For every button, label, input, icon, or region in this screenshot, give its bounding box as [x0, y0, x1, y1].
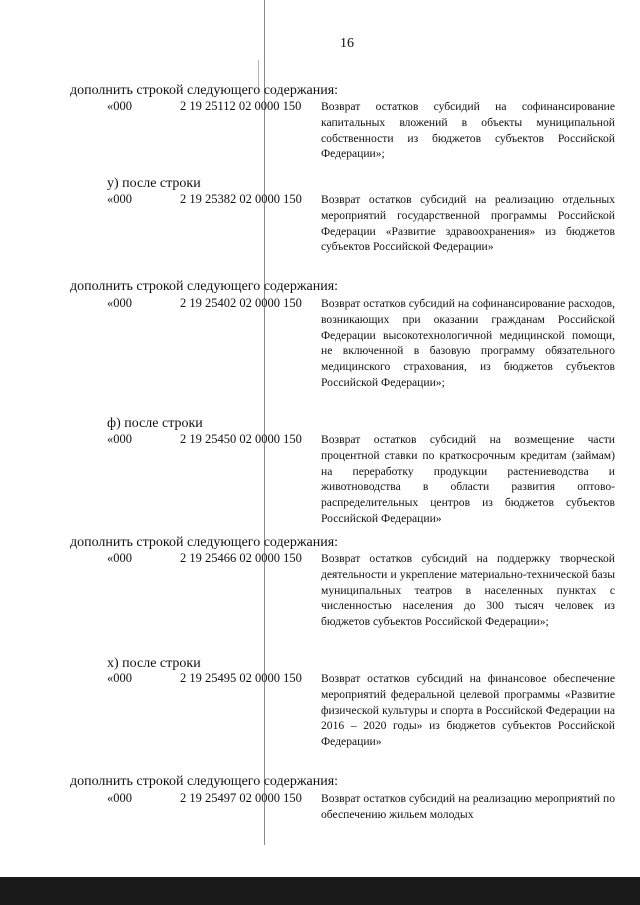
budget-code: 2 19 25466 02 0000 150 [180, 551, 302, 565]
code-description: Возврат остатков субсидий на софинансирование расходов, возникающих при оказании гражданам Российской Федерации высокотехнологичной медицинской помощи, не включенной в базовую программу обязательного медицинского страхования, из бюджетов субъектов Российской Федерации»; [321, 297, 615, 389]
section-intro: дополнить строкой следующего содержания: [70, 279, 339, 294]
code-prefix: «000 [107, 671, 132, 685]
budget-code: 2 19 25495 02 0000 150 [180, 671, 302, 685]
section-intro: дополнить строкой следующего содержания: [70, 774, 339, 789]
code-prefix: «000 [107, 99, 132, 113]
page-number: 16 [340, 36, 354, 51]
section-intro: у) после строки [107, 176, 201, 191]
code-prefix: «000 [107, 432, 132, 446]
section-intro: дополнить строкой следующего содержания: [70, 535, 339, 550]
scan-bottom-border [0, 877, 640, 905]
section-intro: дополнить строкой следующего содержания: [70, 83, 339, 98]
code-description: Возврат остатков субсидий на финансовое обеспечение мероприятий федеральной целевой программы «Развитие физической культуры и спорта в Российской Федерации на 2016 – 2020 годы» из бюджетов субъектов Российской Федерации» [321, 672, 615, 749]
code-prefix: «000 [107, 296, 132, 310]
budget-code: 2 19 25382 02 0000 150 [180, 192, 302, 206]
section-intro: х) после строки [107, 656, 201, 671]
code-description: Возврат остатков субсидий на поддержку творческой деятельности и укрепление материально-технической базы муниципальных театров в населенных пунктах с численностью населения до 300 тысяч человек из бюджетов субъектов Российской Федерации»; [321, 552, 615, 629]
code-description: Возврат остатков субсидий на реализацию отдельных мероприятий государственной программы Российской Федерации «Развитие здравоохранения» из бюджетов субъектов Российской Федерации» [321, 193, 615, 254]
budget-code: 2 19 25402 02 0000 150 [180, 296, 302, 310]
section-intro: ф) после строки [107, 416, 203, 431]
budget-code: 2 19 25112 02 0000 150 [180, 99, 302, 113]
code-prefix: «000 [107, 791, 132, 805]
budget-code: 2 19 25497 02 0000 150 [180, 791, 302, 805]
code-description: Возврат остатков субсидий на реализацию мероприятий по обеспечению жильем молодых [321, 792, 615, 821]
code-description: Возврат остатков субсидий на софинансирование капитальных вложений в объекты муниципальной собственности из бюджетов субъектов Российской Федерации»; [321, 100, 615, 161]
budget-code: 2 19 25450 02 0000 150 [180, 432, 302, 446]
code-prefix: «000 [107, 192, 132, 206]
code-description: Возврат остатков субсидий на возмещение части процентной ставки по краткосрочным кредитам (займам) на переработку продукции растениеводства и животноводства в области развития оптово-распределительных центров из бюджетов субъектов Российской Федерации» [321, 433, 615, 525]
code-prefix: «000 [107, 551, 132, 565]
scan-line [264, 0, 265, 845]
